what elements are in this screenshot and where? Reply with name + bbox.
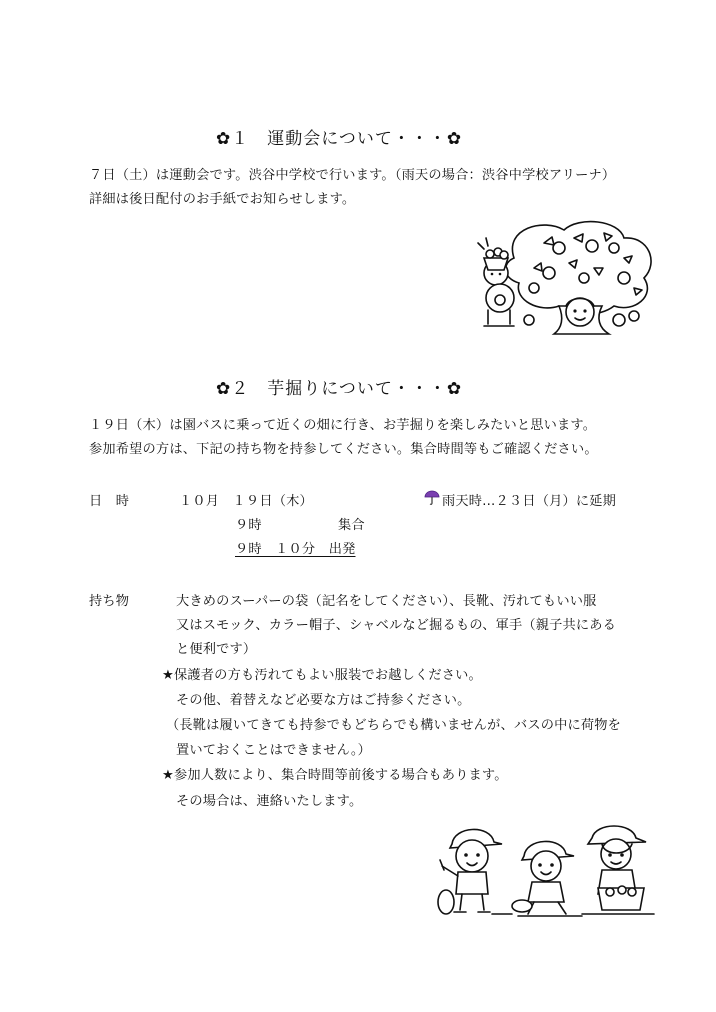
belongings-line2: 又はスモック、カラー帽子、シャベルなど掘るもの、軍手（親子共にある (176, 618, 617, 633)
schedule-assemble-time: ９時 (235, 518, 262, 533)
section2-line2: 参加希望の方は、下記の持ち物を持参してください。集合時間等もご確認ください。 (89, 442, 598, 457)
note-5: ★参加人数により、集合時間等前後する場合もあります。 (162, 768, 508, 783)
umbrella-icon (424, 489, 440, 505)
belongings-line1: 大きめのスーパーの袋（記名をしてください）、長靴、汚れてもいい服 (176, 594, 597, 609)
schedule-label: 日 時 (89, 494, 130, 509)
schedule-rain-note: 雨天時…２３日（月）に延期 (442, 494, 617, 509)
section1-line1: ７日（土）は運動会です。渋谷中学校で行います。（雨天の場合：渋谷中学校アリーナ） (89, 168, 616, 183)
note-4: 置いておくことはできません。） (176, 743, 372, 758)
section2-line1: １９日（木）は園バスに乗って近くの畑に行き、お芋掘りを楽しみたいと思います。 (89, 418, 597, 433)
note-3: （長靴は履いてきても持参でもどちらでも構いませんが、バスの中に荷物を (166, 718, 622, 733)
apple-tree-illustration (474, 218, 664, 338)
belongings-line3: と便利です） (176, 642, 257, 657)
schedule-date: １０月 １９日（木） (179, 494, 313, 509)
schedule-depart: ９時 １０分 出発 (235, 542, 356, 557)
section2-heading: ✿２ 芋掘りについて・・・✿ (216, 379, 463, 399)
note-2: その他、着替えなど必要な方はご持参ください。 (176, 693, 471, 708)
digging-children-illustration (432, 822, 664, 922)
schedule-assemble-label: 集合 (338, 518, 365, 533)
section1-line2: 詳細は後日配付のお手紙でお知らせします。 (89, 192, 356, 207)
section1-heading: ✿１ 運動会について・・・✿ (216, 129, 463, 149)
note-1: ★保護者の方も汚れてもよい服装でお越しください。 (162, 668, 482, 683)
note-6: その場合は、連絡いたします。 (176, 794, 363, 809)
belongings-label: 持ち物 (89, 594, 130, 609)
